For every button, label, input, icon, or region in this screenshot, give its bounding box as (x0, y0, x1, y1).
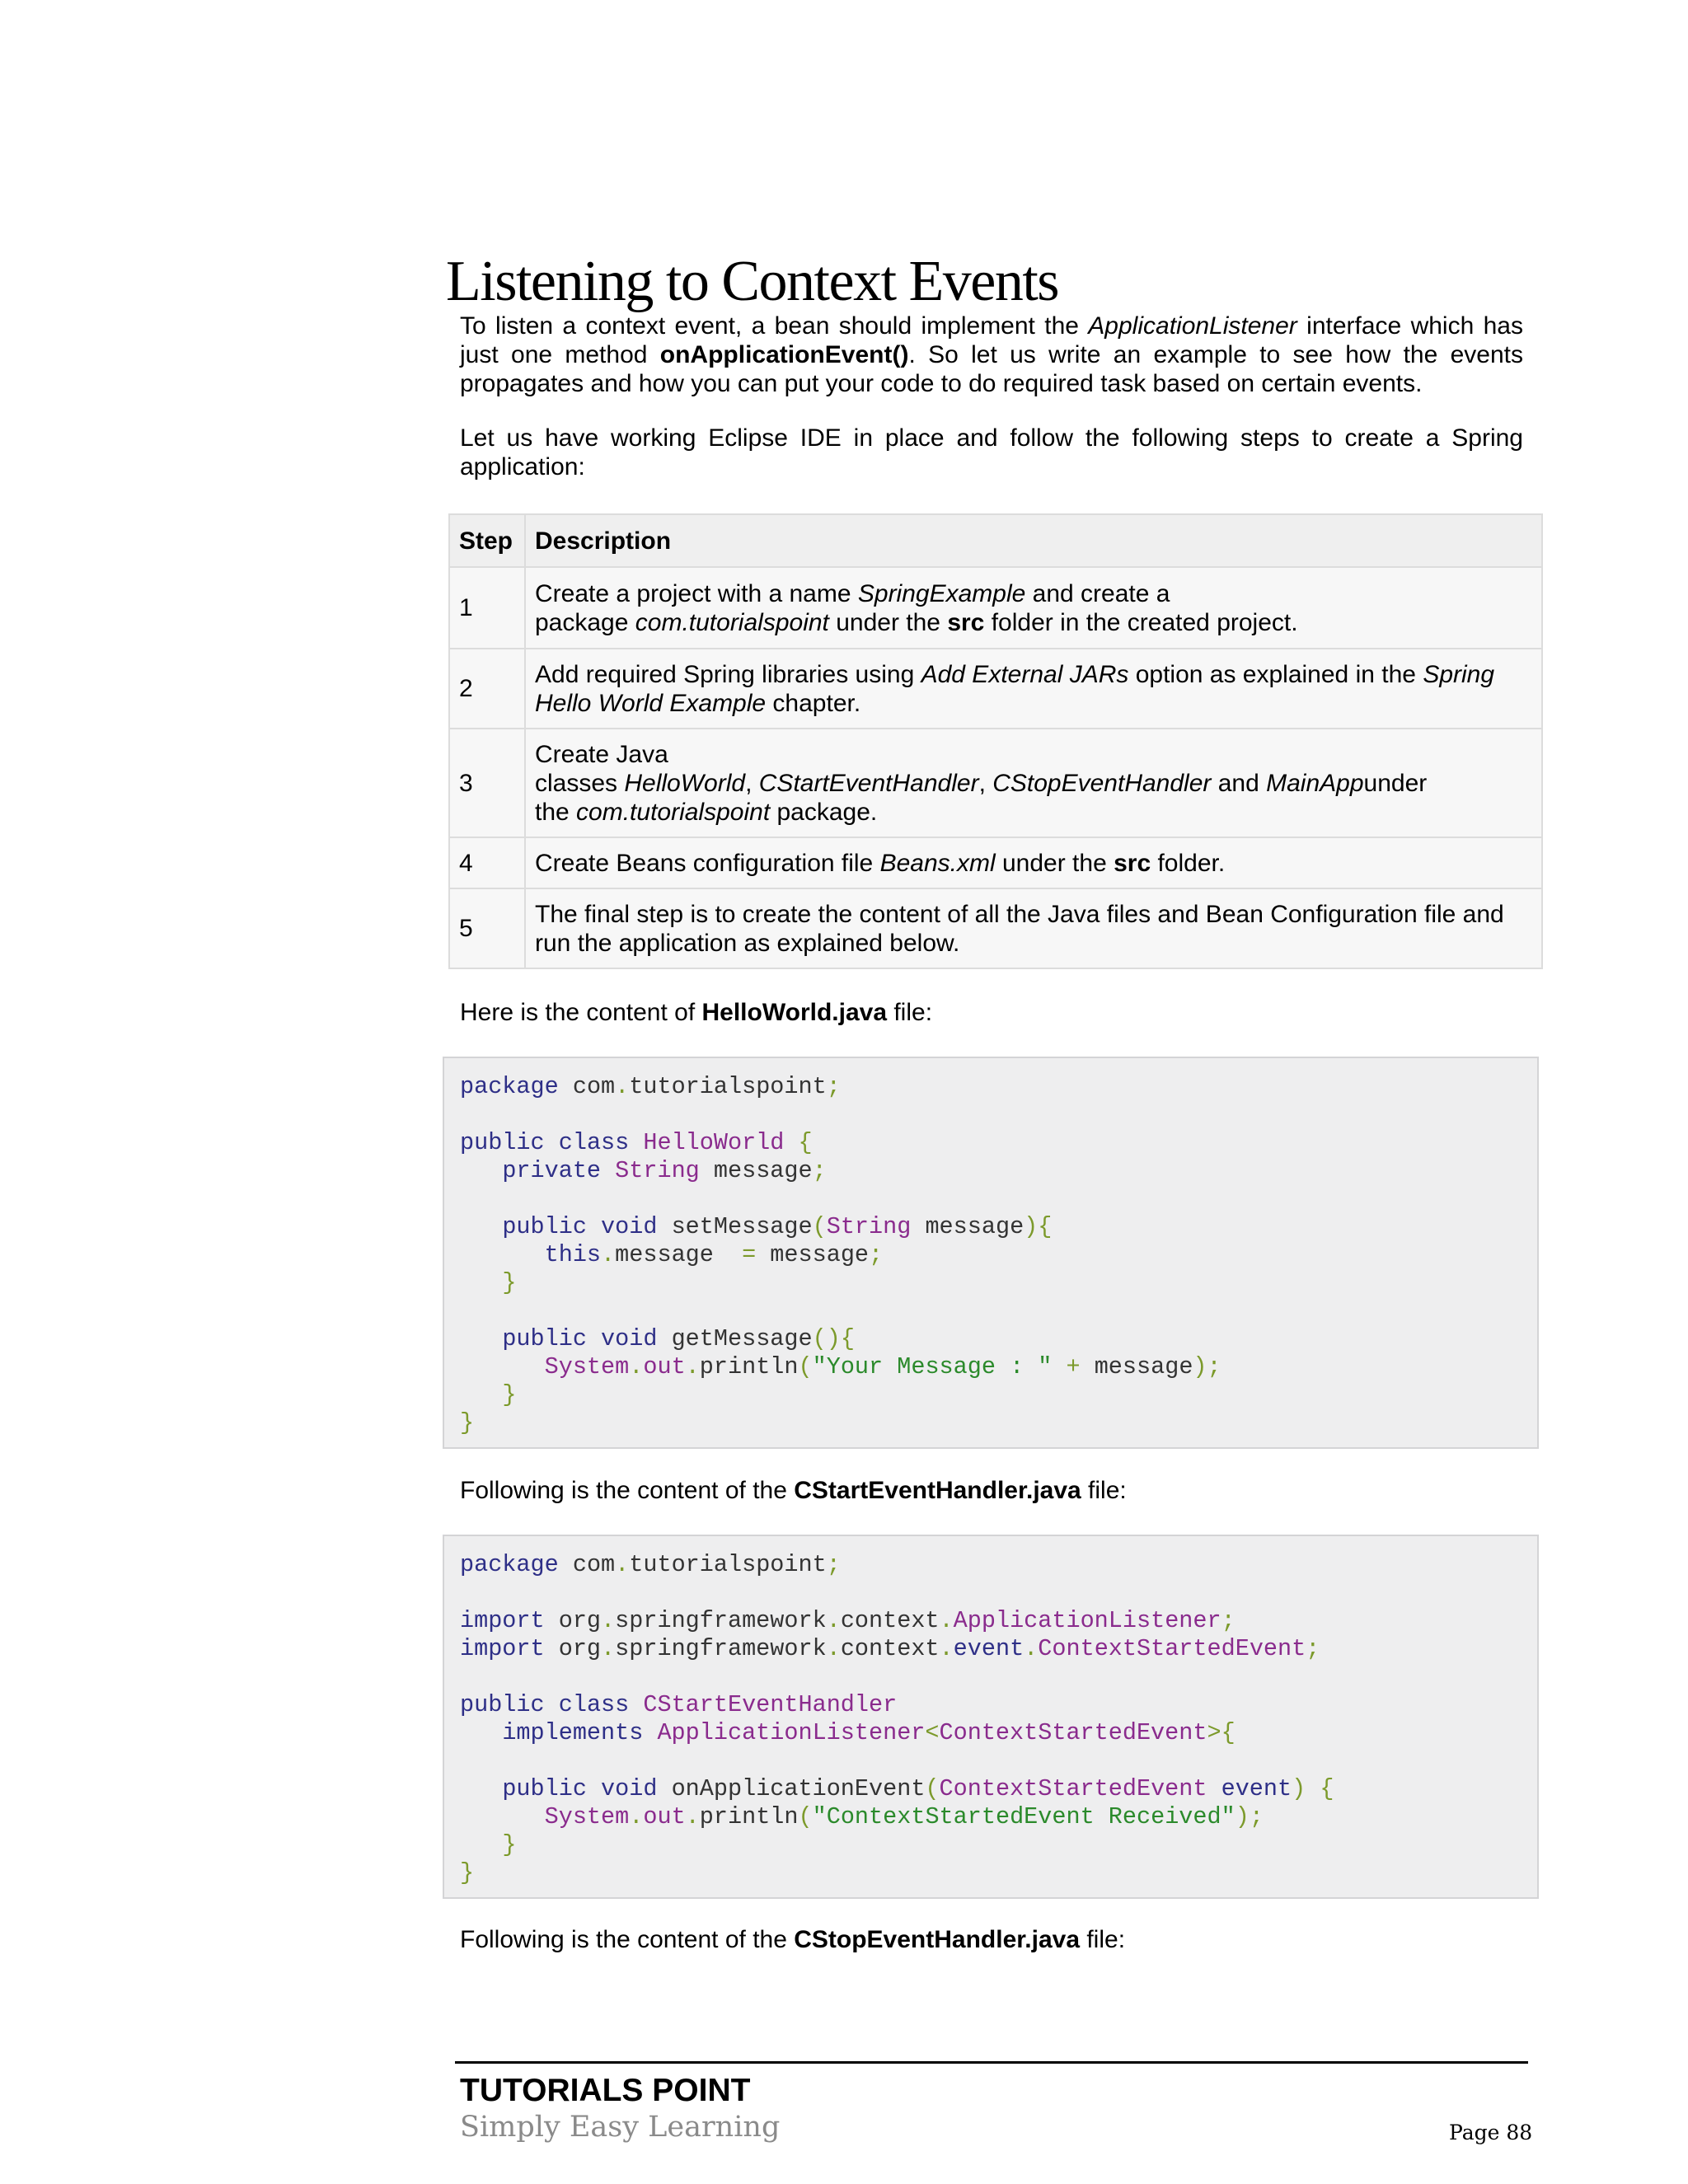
table-row (449, 837, 1542, 888)
table-row (449, 649, 1542, 729)
step-number: 1 (449, 567, 525, 649)
step-column-header: Step (449, 514, 525, 567)
helloworld-code-block (443, 1057, 1539, 1449)
step-description: Add required Spring libraries using Add External JARs option as explained in the Spring Hello World Example chapter. (525, 649, 1542, 729)
setup-paragraph: Let us have working Eclipse IDE in place and follow the following steps to create a Spring application: (460, 424, 1523, 480)
cstart-code-block (443, 1535, 1539, 1899)
step-number: 3 (449, 729, 525, 837)
step-description: Create Java classes HelloWorld, CStartEventHandler, CStopEventHandler and MainAppunder the com.tutorialspoint package. (525, 729, 1542, 837)
step-number: 5 (449, 888, 525, 968)
cstart-code: package com.tutorialspoint; import org.springframework.context.ApplicationListener; import org.springframework.context.event.ContextStartedEvent; public class CStartEventHandler implements ApplicationListener<ContextStartedEvent>{ public void onApplicationEvent(ContextStartedEvent event) { System.out.println("ContextStartedEvent Received"); } } (460, 1551, 1334, 1886)
step-number: 4 (449, 837, 525, 888)
page-number: Page 88 (1449, 2121, 1533, 2144)
step-description: The final step is to create the content of all the Java files and Bean Configuration file and run the application as explained below. (525, 888, 1542, 968)
step-number: 2 (449, 649, 525, 729)
helloworld-code: package com.tutorialspoint; public class HelloWorld { private String message; public void setMessage(String message){ this.message = message; } public void getMessage(){ System.out.println("Your Message : " + message); } } (460, 1073, 1221, 1436)
cstart-caption: Following is the content of the CStartEventHandler.java file: (460, 1477, 1127, 1504)
steps-table-header (449, 514, 1542, 567)
footer-divider (455, 2061, 1528, 2064)
table-row (449, 567, 1542, 649)
page-title: Listening to Context Events (446, 250, 1059, 313)
intro-paragraph: To listen a context event, a bean should implement the ApplicationListener interface which has just one method onApplicationEvent(). So let us write an example to see how the events propagates and how you can put your code to do required task based on certain events. (460, 312, 1524, 397)
table-row (449, 729, 1542, 837)
helloworld-caption: Here is the content of HelloWorld.java file: (460, 999, 933, 1026)
table-row (449, 888, 1542, 968)
cstop-caption: Following is the content of the CStopEventHandler.java file: (460, 1926, 1126, 1953)
step-description: Create a project with a name SpringExample and create a package com.tutorialspoint under the src folder in the created project. (525, 567, 1542, 649)
footer-brand: TUTORIALS POINT (460, 2073, 751, 2108)
step-description: Create Beans configuration file Beans.xml under the src folder. (525, 837, 1542, 888)
description-column-header: Description (525, 514, 1542, 567)
steps-table (448, 513, 1543, 969)
footer-tagline: Simply Easy Learning (460, 2111, 781, 2144)
